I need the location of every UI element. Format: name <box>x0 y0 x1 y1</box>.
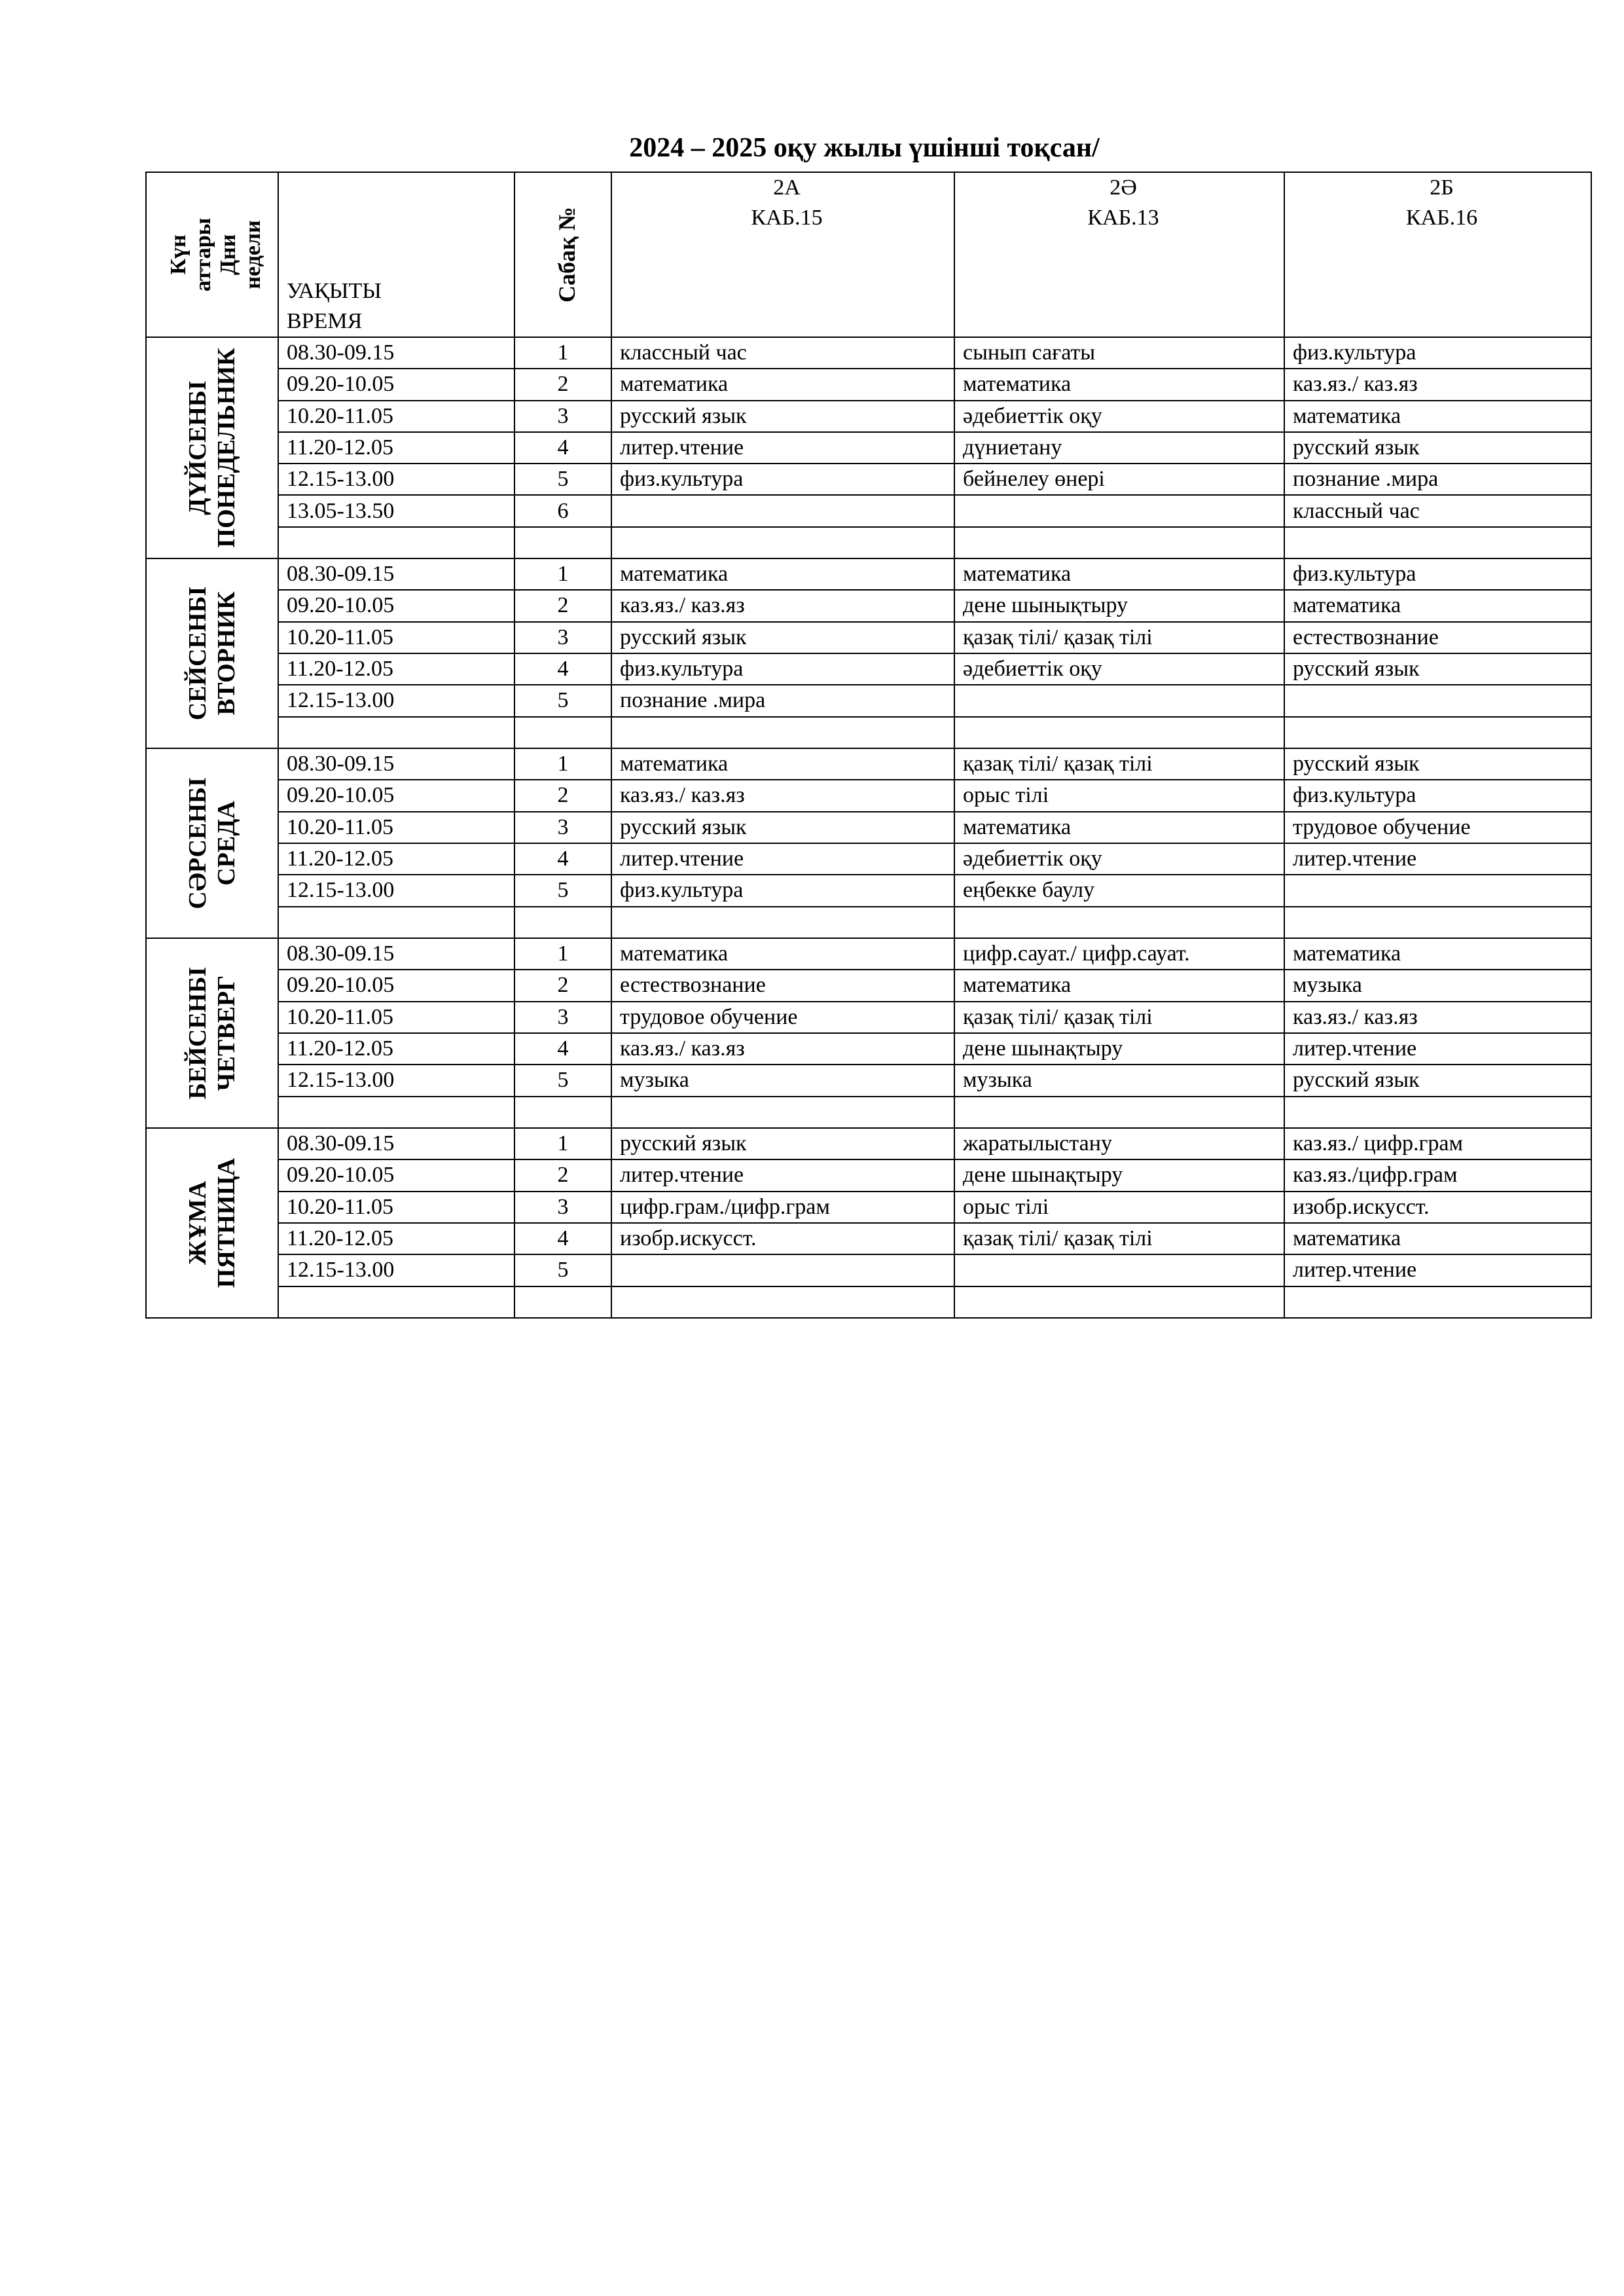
subject-2a-cell: цифр.грам./цифр.грам <box>611 1192 954 1223</box>
lesson-number-cell: 2 <box>514 1159 611 1191</box>
class-name: 2Ә <box>1110 175 1137 200</box>
subject-2b-cell: русский язык <box>1284 1065 1591 1096</box>
lesson-number-cell <box>514 527 611 558</box>
subject-2ae-cell: математика <box>954 369 1284 400</box>
subject-2ae-cell <box>954 907 1284 938</box>
day-cell <box>146 1128 278 1318</box>
day-cell <box>146 748 278 938</box>
table-row <box>146 590 1591 621</box>
table-row <box>146 1065 1591 1096</box>
lesson-number-cell <box>514 1286 611 1318</box>
day-name-kz: СЕЙСЕНБІ <box>184 586 211 721</box>
subject-2b-cell: математика <box>1284 938 1591 970</box>
header-lesson-number <box>514 172 611 337</box>
class-room: КАБ.16 <box>1405 206 1478 230</box>
table-row <box>146 1286 1591 1318</box>
table-row <box>146 495 1591 526</box>
subject-2b-cell: физ.культура <box>1284 337 1591 369</box>
subject-2a-cell: трудовое обучение <box>611 1002 954 1033</box>
table-row <box>146 653 1591 685</box>
subject-2a-cell: каз.яз./ каз.яз <box>611 780 954 811</box>
subject-2ae-cell: орыс тілі <box>954 780 1284 811</box>
table-row <box>146 748 1591 780</box>
subject-2b-cell: литер.чтение <box>1284 1254 1591 1286</box>
lesson-number-cell: 3 <box>514 622 611 653</box>
lesson-number-cell: 3 <box>514 401 611 432</box>
time-cell: 11.20-12.05 <box>278 1223 514 1254</box>
subject-2ae-cell: қазақ тілі/ қазақ тілі <box>954 748 1284 780</box>
subject-2a-cell: физ.культура <box>611 653 954 685</box>
header-day-line: аттары <box>191 217 215 292</box>
subject-2b-cell <box>1284 1286 1591 1318</box>
subject-2b-cell: физ.культура <box>1284 558 1591 590</box>
subject-2ae-cell <box>954 1097 1284 1128</box>
subject-2a-cell: русский язык <box>611 622 954 653</box>
subject-2ae-cell: жаратылыстану <box>954 1128 1284 1159</box>
subject-2a-cell <box>611 527 954 558</box>
time-cell: 10.20-11.05 <box>278 1002 514 1033</box>
time-cell: 10.20-11.05 <box>278 812 514 843</box>
day-name-ru: СРЕДА <box>213 801 240 886</box>
subject-2ae-cell: әдебиеттік оқу <box>954 843 1284 875</box>
subject-2b-cell: физ.культура <box>1284 780 1591 811</box>
time-cell: 10.20-11.05 <box>278 622 514 653</box>
header-row <box>146 172 1591 337</box>
time-cell: 09.20-10.05 <box>278 590 514 621</box>
lesson-number-cell: 2 <box>514 780 611 811</box>
table-row <box>146 780 1591 811</box>
subject-2a-cell: русский язык <box>611 1128 954 1159</box>
subject-2ae-cell <box>954 717 1284 748</box>
day-name-kz: БЕЙСЕНБІ <box>184 966 211 1100</box>
time-cell: 10.20-11.05 <box>278 1192 514 1223</box>
subject-2b-cell: изобр.искусст. <box>1284 1192 1591 1223</box>
header-class-2ae <box>954 172 1284 337</box>
time-cell: 09.20-10.05 <box>278 970 514 1001</box>
subject-2a-cell: математика <box>611 369 954 400</box>
subject-2ae-cell: қазақ тілі/ қазақ тілі <box>954 622 1284 653</box>
subject-2a-cell: математика <box>611 558 954 590</box>
subject-2b-cell: музыка <box>1284 970 1591 1001</box>
header-lesson-number-label: Сабақ № <box>554 207 580 302</box>
lesson-number-cell: 4 <box>514 1223 611 1254</box>
subject-2b-cell: литер.чтение <box>1284 1033 1591 1065</box>
subject-2ae-cell: дене шынақтыру <box>954 1159 1284 1191</box>
subject-2b-cell <box>1284 717 1591 748</box>
header-day-line: недели <box>241 220 265 289</box>
time-cell: 12.15-13.00 <box>278 1065 514 1096</box>
subject-2a-cell: физ.культура <box>611 464 954 495</box>
lesson-number-cell <box>514 907 611 938</box>
subject-2a-cell: литер.чтение <box>611 1159 954 1191</box>
subject-2a-cell <box>611 907 954 938</box>
header-class-2a <box>611 172 954 337</box>
subject-2a-cell <box>611 1286 954 1318</box>
class-name: 2Б <box>1430 175 1454 200</box>
time-cell: 11.20-12.05 <box>278 653 514 685</box>
lesson-number-cell <box>514 717 611 748</box>
subject-2a-cell <box>611 717 954 748</box>
header-day-line: Күн <box>166 234 190 275</box>
lesson-number-cell: 3 <box>514 812 611 843</box>
time-cell: 10.20-11.05 <box>278 401 514 432</box>
subject-2ae-cell: дене шынықтыру <box>954 590 1284 621</box>
subject-2b-cell <box>1284 1097 1591 1128</box>
day-name-ru: ПЯТНИЦА <box>213 1157 240 1288</box>
table-row <box>146 1192 1591 1223</box>
lesson-number-cell: 3 <box>514 1192 611 1223</box>
table-row <box>146 907 1591 938</box>
table-row <box>146 843 1591 875</box>
time-cell <box>278 1286 514 1318</box>
table-row <box>146 1223 1591 1254</box>
subject-2ae-cell <box>954 527 1284 558</box>
lesson-number-cell: 2 <box>514 590 611 621</box>
table-row <box>146 717 1591 748</box>
lesson-number-cell: 1 <box>514 748 611 780</box>
table-row <box>146 432 1591 464</box>
time-cell: 08.30-09.15 <box>278 938 514 970</box>
subject-2ae-cell <box>954 495 1284 526</box>
lesson-number-cell: 2 <box>514 369 611 400</box>
time-cell: 09.20-10.05 <box>278 780 514 811</box>
subject-2b-cell: русский язык <box>1284 432 1591 464</box>
time-cell: 12.15-13.00 <box>278 685 514 716</box>
time-cell: 11.20-12.05 <box>278 432 514 464</box>
day-cell <box>146 558 278 748</box>
table-row <box>146 970 1591 1001</box>
subject-2b-cell <box>1284 907 1591 938</box>
table-row <box>146 1002 1591 1033</box>
lesson-number-cell: 2 <box>514 970 611 1001</box>
subject-2b-cell: литер.чтение <box>1284 843 1591 875</box>
lesson-number-cell: 4 <box>514 432 611 464</box>
time-cell: 08.30-09.15 <box>278 748 514 780</box>
subject-2ae-cell: математика <box>954 812 1284 843</box>
subject-2ae-cell: дүниетану <box>954 432 1284 464</box>
lesson-number-cell <box>514 1097 611 1128</box>
subject-2ae-cell: еңбекке баулу <box>954 875 1284 906</box>
subject-2b-cell <box>1284 685 1591 716</box>
subject-2a-cell: классный час <box>611 337 954 369</box>
header-class-2b <box>1284 172 1591 337</box>
time-cell: 11.20-12.05 <box>278 1033 514 1065</box>
lesson-number-cell: 1 <box>514 938 611 970</box>
lesson-number-cell: 1 <box>514 337 611 369</box>
subject-2ae-cell: математика <box>954 558 1284 590</box>
time-cell <box>278 907 514 938</box>
day-name-ru: ВТОРНИК <box>213 591 240 716</box>
subject-2a-cell <box>611 495 954 526</box>
table-row <box>146 369 1591 400</box>
time-cell: 09.20-10.05 <box>278 1159 514 1191</box>
subject-2a-cell: математика <box>611 748 954 780</box>
table-row <box>146 685 1591 716</box>
table-row <box>146 938 1591 970</box>
subject-2a-cell: каз.яз./ каз.яз <box>611 1033 954 1065</box>
subject-2ae-cell: орыс тілі <box>954 1192 1284 1223</box>
subject-2b-cell: познание .мира <box>1284 464 1591 495</box>
lesson-number-cell: 5 <box>514 464 611 495</box>
table-row <box>146 1033 1591 1065</box>
subject-2ae-cell: әдебиеттік оқу <box>954 653 1284 685</box>
subject-2ae-cell: сынып сағаты <box>954 337 1284 369</box>
header-day-line: Дни <box>216 234 240 276</box>
lesson-number-cell: 1 <box>514 558 611 590</box>
time-cell: 08.30-09.15 <box>278 337 514 369</box>
subject-2b-cell: математика <box>1284 1223 1591 1254</box>
lesson-number-cell: 4 <box>514 843 611 875</box>
subject-2a-cell: физ.культура <box>611 875 954 906</box>
lesson-number-cell: 6 <box>514 495 611 526</box>
subject-2a-cell: музыка <box>611 1065 954 1096</box>
table-row <box>146 622 1591 653</box>
subject-2b-cell <box>1284 875 1591 906</box>
subject-2ae-cell <box>954 1254 1284 1286</box>
time-cell: 12.15-13.00 <box>278 875 514 906</box>
subject-2b-cell: русский язык <box>1284 748 1591 780</box>
time-cell: 08.30-09.15 <box>278 558 514 590</box>
table-row <box>146 812 1591 843</box>
time-cell: 12.15-13.00 <box>278 1254 514 1286</box>
lesson-number-cell: 5 <box>514 875 611 906</box>
table-row <box>146 464 1591 495</box>
subject-2a-cell: математика <box>611 938 954 970</box>
lesson-number-cell: 5 <box>514 1254 611 1286</box>
class-name: 2А <box>773 175 801 200</box>
subject-2a-cell: каз.яз./ каз.яз <box>611 590 954 621</box>
subject-2a-cell: литер.чтение <box>611 843 954 875</box>
table-row <box>146 875 1591 906</box>
subject-2a-cell: русский язык <box>611 401 954 432</box>
time-cell: 11.20-12.05 <box>278 843 514 875</box>
subject-2ae-cell: цифр.сауат./ цифр.сауат. <box>954 938 1284 970</box>
lesson-number-cell: 5 <box>514 685 611 716</box>
subject-2ae-cell: бейнелеу өнері <box>954 464 1284 495</box>
subject-2ae-cell: математика <box>954 970 1284 1001</box>
day-name-kz: СӘРСЕНБІ <box>184 777 211 909</box>
subject-2b-cell: трудовое обучение <box>1284 812 1591 843</box>
subject-2ae-cell: әдебиеттік оқу <box>954 401 1284 432</box>
time-cell: 08.30-09.15 <box>278 1128 514 1159</box>
time-cell: 12.15-13.00 <box>278 464 514 495</box>
time-cell: 09.20-10.05 <box>278 369 514 400</box>
subject-2b-cell: классный час <box>1284 495 1591 526</box>
subject-2b-cell: естествознание <box>1284 622 1591 653</box>
subject-2b-cell: каз.яз./ каз.яз <box>1284 1002 1591 1033</box>
subject-2ae-cell: музыка <box>954 1065 1284 1096</box>
subject-2ae-cell: дене шынақтыру <box>954 1033 1284 1065</box>
table-row <box>146 1128 1591 1159</box>
subject-2b-cell: каз.яз./ цифр.грам <box>1284 1128 1591 1159</box>
table-row <box>146 527 1591 558</box>
subject-2b-cell <box>1284 527 1591 558</box>
table-row <box>146 1159 1591 1191</box>
subject-2b-cell: математика <box>1284 401 1591 432</box>
header-time-line: УАҚЫТЫ <box>287 279 382 303</box>
page-title: 2024 – 2025 оқу жылы үшінші тоқсан/ <box>629 133 1100 163</box>
table-row <box>146 337 1591 369</box>
subject-2ae-cell: қазақ тілі/ қазақ тілі <box>954 1002 1284 1033</box>
lesson-number-cell: 4 <box>514 1033 611 1065</box>
day-name-kz: ДҮЙСЕНБІ <box>184 380 211 515</box>
schedule-table <box>145 172 1592 1319</box>
header-time-line: ВРЕМЯ <box>287 309 363 333</box>
day-cell <box>146 938 278 1128</box>
header-time <box>278 172 514 337</box>
subject-2b-cell: каз.яз./ каз.яз <box>1284 369 1591 400</box>
subject-2a-cell: литер.чтение <box>611 432 954 464</box>
subject-2a-cell: познание .мира <box>611 685 954 716</box>
subject-2a-cell <box>611 1254 954 1286</box>
lesson-number-cell: 4 <box>514 653 611 685</box>
time-cell <box>278 1097 514 1128</box>
table-row <box>146 558 1591 590</box>
subject-2b-cell: математика <box>1284 590 1591 621</box>
lesson-number-cell: 3 <box>514 1002 611 1033</box>
subject-2a-cell: русский язык <box>611 812 954 843</box>
subject-2a-cell: естествознание <box>611 970 954 1001</box>
class-room: КАБ.13 <box>1087 206 1159 230</box>
subject-2ae-cell: қазақ тілі/ қазақ тілі <box>954 1223 1284 1254</box>
day-cell <box>146 337 278 558</box>
subject-2ae-cell <box>954 685 1284 716</box>
subject-2b-cell: русский язык <box>1284 653 1591 685</box>
subject-2b-cell: каз.яз./цифр.грам <box>1284 1159 1591 1191</box>
time-cell <box>278 717 514 748</box>
lesson-number-cell: 5 <box>514 1065 611 1096</box>
time-cell: 13.05-13.50 <box>278 495 514 526</box>
table-row <box>146 401 1591 432</box>
lesson-number-cell: 1 <box>514 1128 611 1159</box>
header-day <box>146 172 278 337</box>
day-name-kz: ЖҰМА <box>184 1180 211 1266</box>
time-cell <box>278 527 514 558</box>
subject-2a-cell <box>611 1097 954 1128</box>
subject-2ae-cell <box>954 1286 1284 1318</box>
subject-2a-cell: изобр.искусст. <box>611 1223 954 1254</box>
table-row <box>146 1254 1591 1286</box>
day-name-ru: ПОНЕДЕЛЬНИК <box>213 348 240 548</box>
class-room: КАБ.15 <box>751 206 823 230</box>
day-name-ru: ЧЕТВЕРГ <box>213 975 240 1091</box>
table-row <box>146 1097 1591 1128</box>
